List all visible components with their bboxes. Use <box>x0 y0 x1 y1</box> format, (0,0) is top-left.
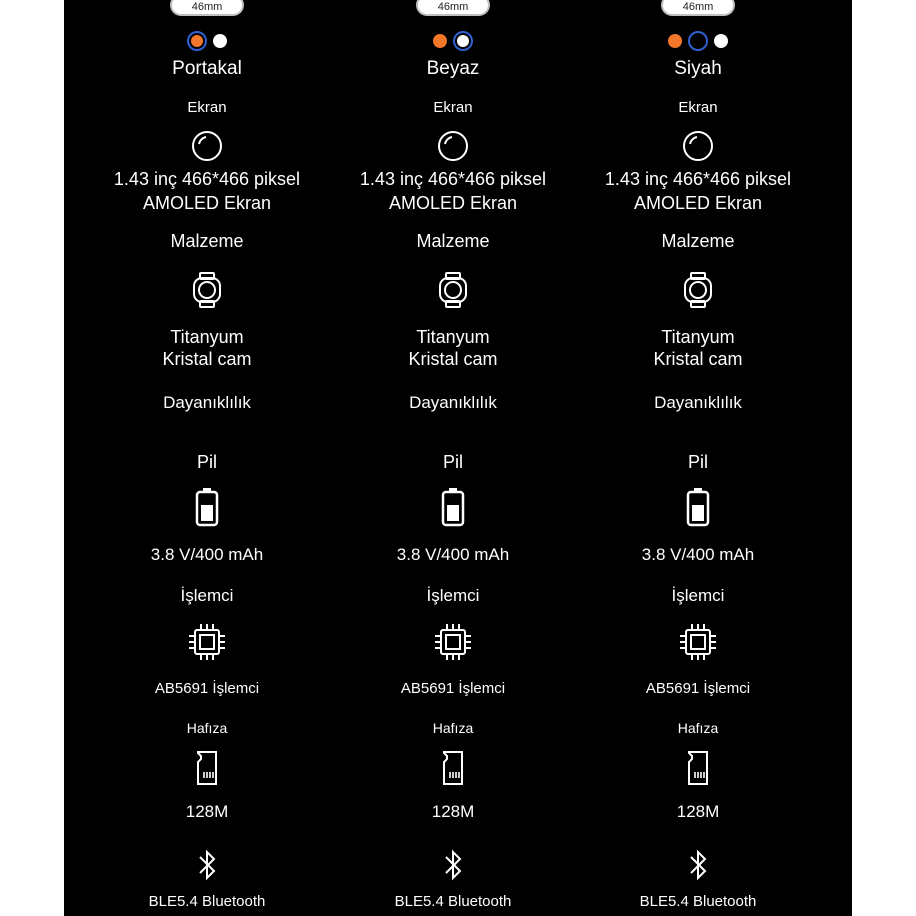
cpu-label: İşlemci <box>671 586 725 605</box>
screen-value-line2: AMOLED Ekran <box>388 193 518 213</box>
sd-card-icon <box>76 748 338 788</box>
color-swatch[interactable] <box>668 34 682 48</box>
cpu-value: AB5691 İşlemci <box>154 680 260 697</box>
size-button[interactable]: 46mm <box>661 0 735 16</box>
color-swatch[interactable] <box>433 34 447 48</box>
cpu-label: İşlemci <box>180 586 234 605</box>
screen-value-line2: AMOLED Ekran <box>142 193 272 213</box>
durability-label: Dayanıklılık <box>654 393 742 412</box>
bluetooth-icon <box>76 845 338 885</box>
color-swatches <box>322 32 584 52</box>
screen-value-line1: 1.43 inç 466*466 piksel <box>604 169 792 189</box>
memory-label: Hafıza <box>432 720 474 736</box>
durability-label: Dayanıklılık <box>409 393 497 412</box>
battery-icon <box>322 487 584 527</box>
color-name: Portakal <box>172 58 242 79</box>
spec-panel <box>64 0 852 916</box>
bluetooth-icon <box>322 845 584 885</box>
battery-label: Pil <box>196 452 217 472</box>
material-value-line2: Kristal cam <box>408 349 498 369</box>
battery-icon <box>76 487 338 527</box>
cpu-value: AB5691 İşlemci <box>400 680 506 697</box>
material-value-line1: Titanyum <box>661 327 735 347</box>
color-swatches <box>567 32 829 52</box>
spec-column-1 <box>76 0 338 916</box>
circle-screen-icon <box>322 126 584 166</box>
memory-label: Hafıza <box>186 720 228 736</box>
screen-label: Ekran <box>678 99 718 116</box>
memory-label: Hafıza <box>677 720 719 736</box>
spec-column-3 <box>567 0 829 916</box>
color-name: Beyaz <box>426 58 480 79</box>
material-value-line2: Kristal cam <box>653 349 743 369</box>
material-label: Malzeme <box>661 231 735 251</box>
screen-label: Ekran <box>187 99 227 116</box>
screen-value-line1: 1.43 inç 466*466 piksel <box>113 169 301 189</box>
bluetooth-value: BLE5.4 Bluetooth <box>394 893 512 910</box>
battery-label: Pil <box>442 452 463 472</box>
watch-case-icon <box>567 270 829 310</box>
cpu-label: İşlemci <box>426 586 480 605</box>
color-swatch[interactable] <box>187 31 207 51</box>
chip-icon <box>322 622 584 662</box>
circle-screen-icon <box>567 126 829 166</box>
color-swatch[interactable] <box>453 31 473 51</box>
color-swatches <box>76 32 338 52</box>
sd-card-icon <box>567 748 829 788</box>
battery-value: 3.8 V/400 mAh <box>641 545 755 564</box>
color-swatch[interactable] <box>688 31 708 51</box>
bluetooth-value: BLE5.4 Bluetooth <box>639 893 757 910</box>
battery-label: Pil <box>687 452 708 472</box>
sd-card-icon <box>322 748 584 788</box>
color-swatch[interactable] <box>714 34 728 48</box>
memory-value: 128M <box>185 802 229 821</box>
material-value-line1: Titanyum <box>170 327 244 347</box>
material-value-line2: Kristal cam <box>162 349 252 369</box>
watch-case-icon <box>76 270 338 310</box>
color-name: Siyah <box>674 58 722 79</box>
material-value-line1: Titanyum <box>416 327 490 347</box>
memory-value: 128M <box>676 802 720 821</box>
durability-label: Dayanıklılık <box>163 393 251 412</box>
material-label: Malzeme <box>170 231 244 251</box>
screen-value-line1: 1.43 inç 466*466 piksel <box>359 169 547 189</box>
chip-icon <box>567 622 829 662</box>
watch-case-icon <box>322 270 584 310</box>
size-button[interactable]: 46mm <box>170 0 244 16</box>
battery-icon <box>567 487 829 527</box>
circle-screen-icon <box>76 126 338 166</box>
memory-value: 128M <box>431 802 475 821</box>
bluetooth-icon <box>567 845 829 885</box>
bluetooth-value: BLE5.4 Bluetooth <box>148 893 266 910</box>
spec-column-2 <box>322 0 584 916</box>
battery-value: 3.8 V/400 mAh <box>150 545 264 564</box>
size-button[interactable]: 46mm <box>416 0 490 16</box>
screen-value-line2: AMOLED Ekran <box>633 193 763 213</box>
battery-value: 3.8 V/400 mAh <box>396 545 510 564</box>
color-swatch[interactable] <box>213 34 227 48</box>
material-label: Malzeme <box>416 231 490 251</box>
cpu-value: AB5691 İşlemci <box>645 680 751 697</box>
screen-label: Ekran <box>433 99 473 116</box>
chip-icon <box>76 622 338 662</box>
